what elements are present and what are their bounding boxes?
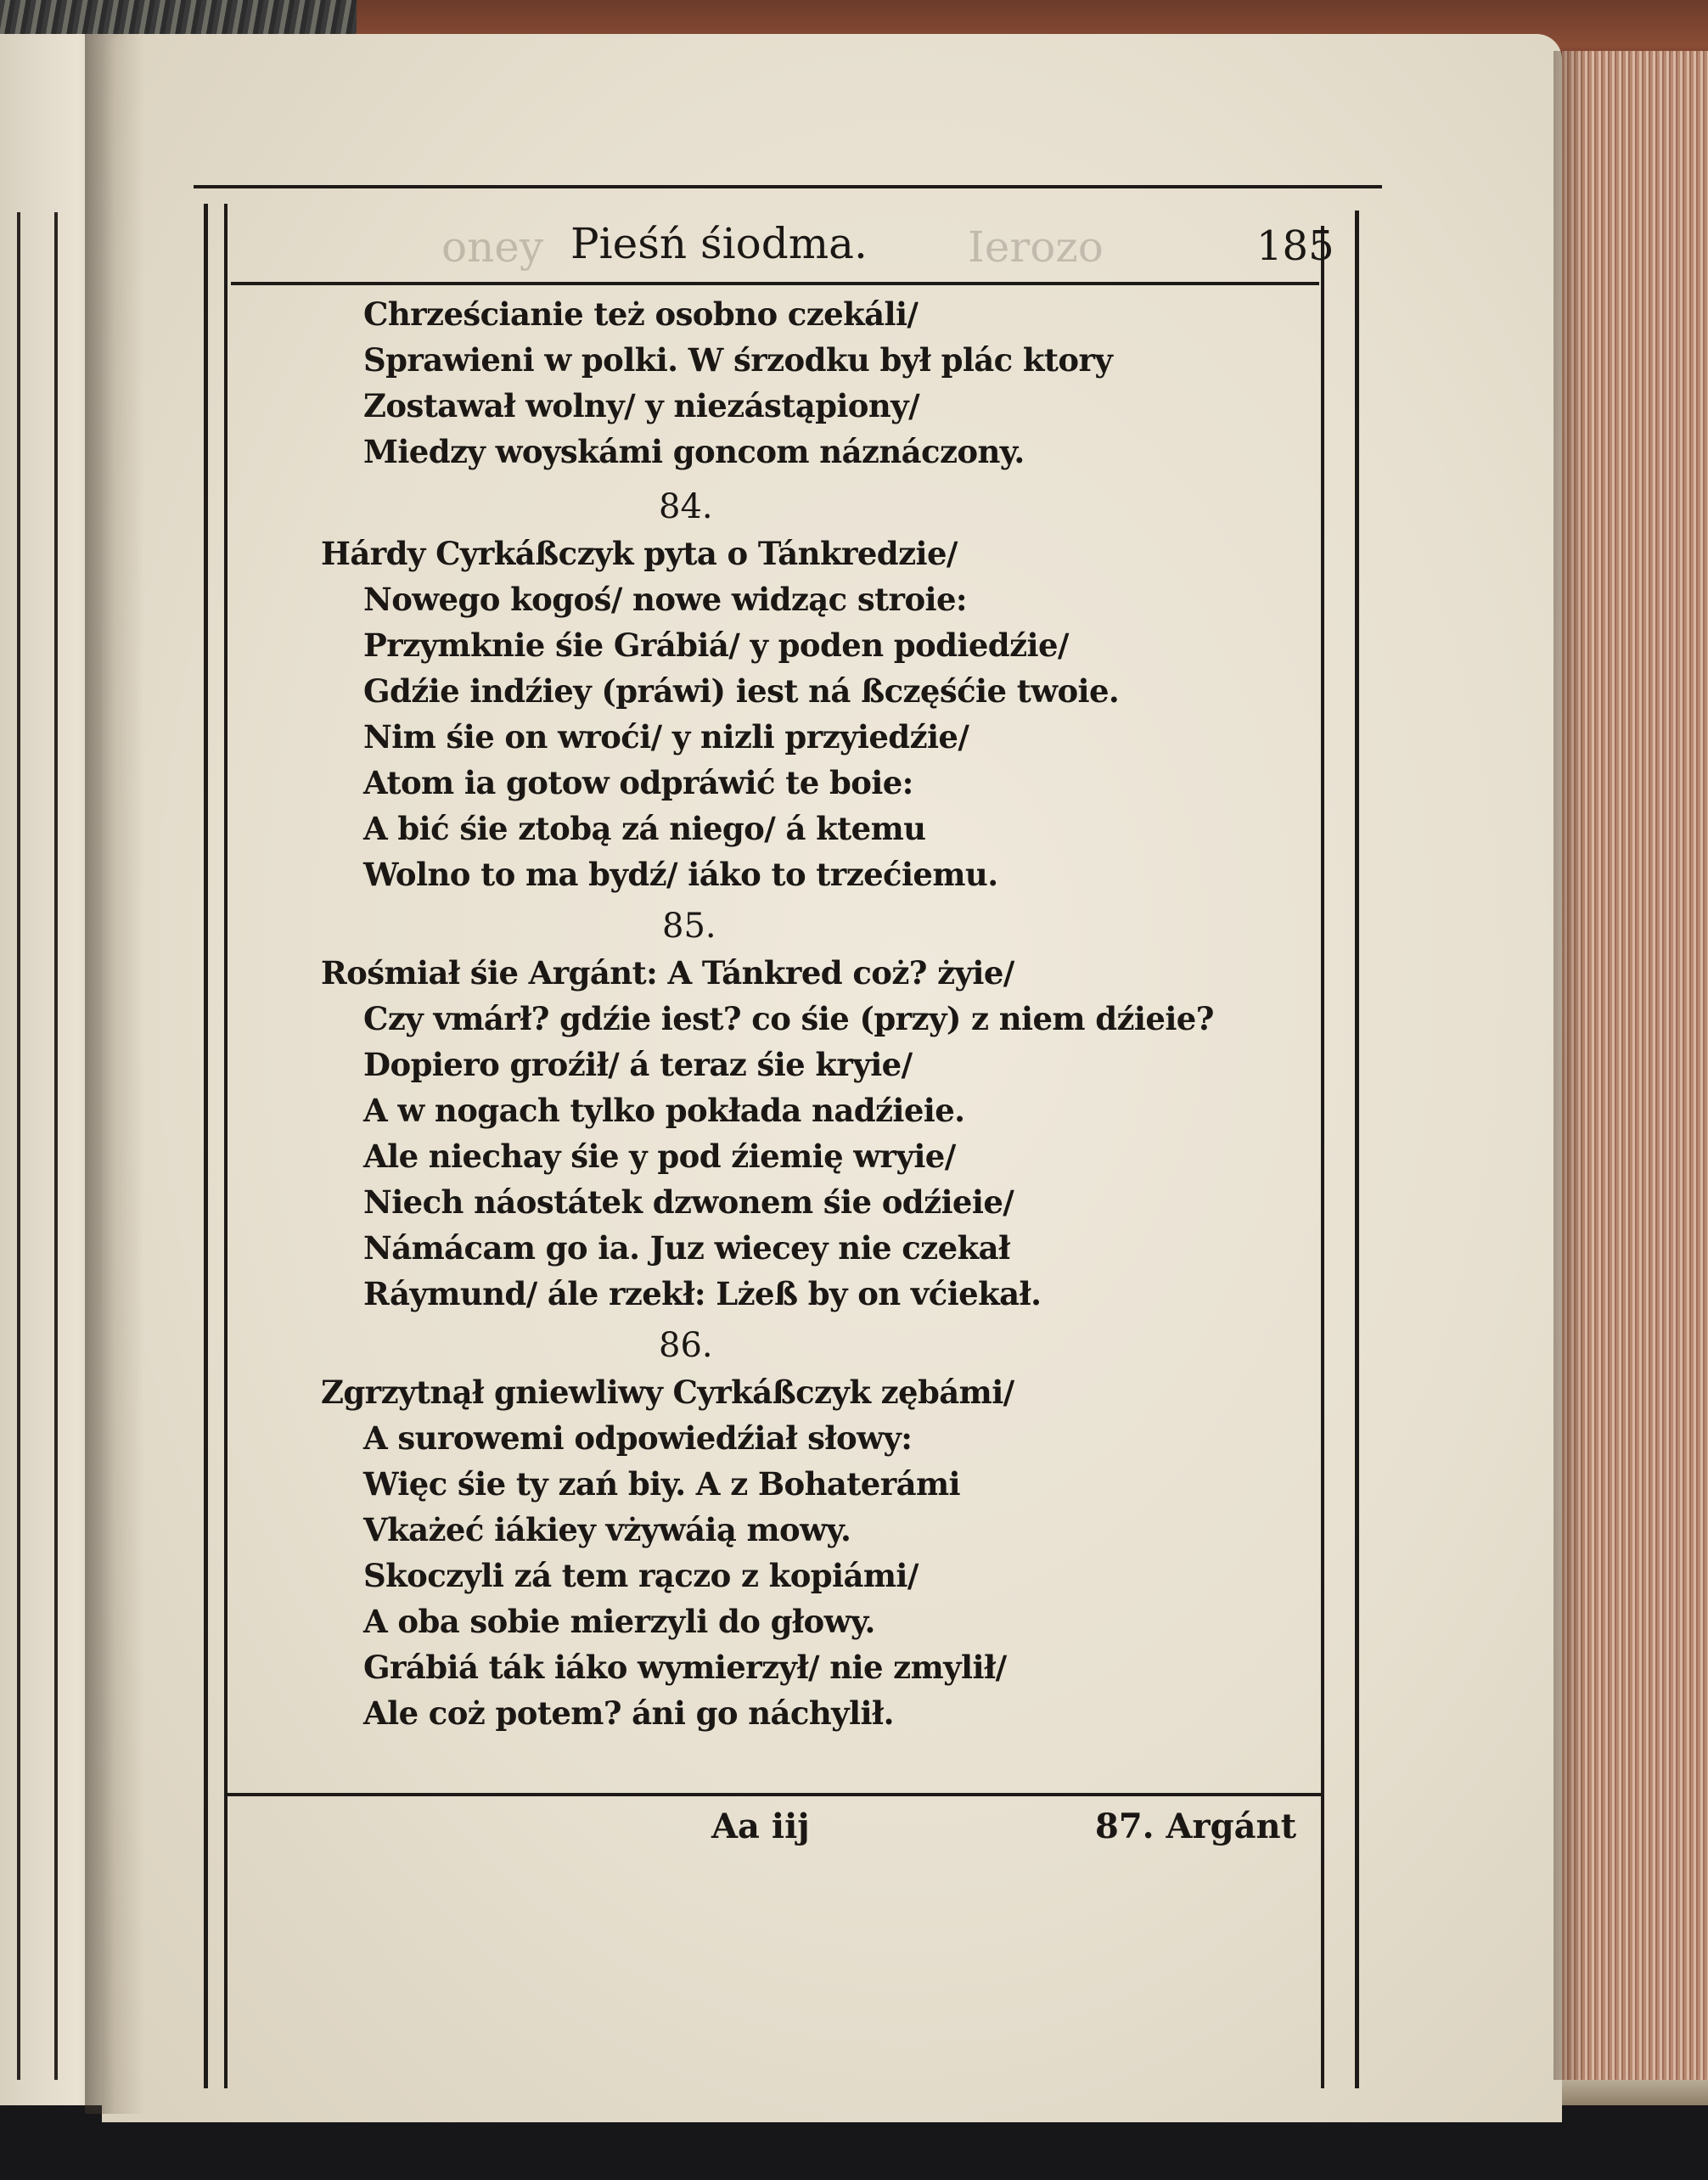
verse-line: Zostawał wolny/ y niezástąpiony/ — [363, 387, 919, 424]
verse-line: A w nogach tylko pokłada nadźieie. — [363, 1092, 965, 1129]
verse-line: A bić śie ztobą zá niego/ á ktemu — [363, 810, 926, 847]
catchword: 87. Argánt — [1095, 1806, 1297, 1846]
header-rule — [231, 282, 1319, 285]
verse-line: A oba sobie mierzyli do głowy. — [363, 1603, 875, 1640]
verse-line: Námácam go ia. Juz wiecey nie czekał — [363, 1229, 1010, 1267]
frame-top-rule — [194, 185, 1382, 188]
stanza-number: 86. — [659, 1326, 713, 1365]
verse-line: Ráymund/ ále rzekł: Lżeß by on vćiekał. — [363, 1275, 1042, 1312]
stanza-number: 84. — [659, 487, 713, 526]
verse-line: Skoczyli zá tem rączo z kopiámi/ — [363, 1557, 919, 1594]
verse-line: Sprawieni w polki. W śrzodku był plác ktory — [363, 341, 1113, 379]
verse-line: Vkażeć iákiey vżywáią mowy. — [363, 1511, 851, 1548]
verse-line: Zgrzytnął gniewliwy Cyrkáßczyk zębámi/ — [321, 1374, 1014, 1411]
verse-line: Ale coż potem? áni go náchylił. — [363, 1694, 894, 1732]
frame-right-inner-rule — [1321, 226, 1324, 2088]
left-page-rule — [54, 212, 58, 2080]
verse-line: Gdźie indźiey (práwi) iest ná ßczęśćie twoie. — [363, 672, 1120, 710]
frame-left-inner-rule — [224, 204, 228, 2088]
frame-right-outer-rule — [1355, 211, 1359, 2088]
show-through-ghost: Ierozo — [968, 222, 1104, 272]
stanza-number: 85. — [662, 907, 716, 946]
verse-line: Nowego kogoś/ nowe widząc stroie: — [363, 581, 967, 618]
verse-line: Wolno to ma bydź/ iáko to trzećiemu. — [363, 856, 998, 893]
verse-line: Przymknie śie Grábiá/ y poden podiedźie/ — [363, 626, 1069, 664]
verse-line: Chrześcianie też osobno czekáli/ — [363, 295, 919, 333]
frame-left-outer-rule — [204, 204, 208, 2088]
page-edges-shadow — [1553, 51, 1587, 2080]
verse-line: Rośmiał śie Argánt: A Tánkred coż? żyie/ — [321, 954, 1014, 992]
running-title: Pieśń śiodma. — [570, 219, 868, 268]
verse-line: Dopiero groźił/ á teraz śie kryie/ — [363, 1046, 913, 1083]
footer-rule — [224, 1793, 1324, 1796]
show-through-ghost: oney — [441, 222, 544, 272]
verse-line: Czy vmárł? gdźie iest? co śie (przy) z niem dźieie? — [363, 1000, 1214, 1037]
verse-line: Atom ia gotow odpráwić te boie: — [363, 764, 913, 801]
verse-line: Więc śie ty zań biy. A z Bohaterámi — [363, 1465, 961, 1503]
verse-line: Hárdy Cyrkáßczyk pyta o Tánkredzie/ — [321, 535, 958, 572]
verse-line: Miedzy woyskámi goncom náznáczony. — [363, 433, 1025, 470]
verse-line: Nim śie on wroći/ y nizli przyiedźie/ — [363, 718, 969, 756]
verse-line: A surowemi odpowiedźiał słowy: — [363, 1419, 913, 1457]
page-number: 185 — [1256, 222, 1334, 270]
book-gutter-shadow — [85, 34, 144, 2114]
left-page-rule — [17, 212, 20, 2080]
verse-line: Grábiá ták iáko wymierzył/ nie zmylił/ — [363, 1649, 1007, 1686]
verse-line: Ale niechay śie y pod źiemię wryie/ — [363, 1138, 956, 1175]
verse-line: Niech náostátek dzwonem śie odźieie/ — [363, 1183, 1014, 1221]
signature-mark: Aa iij — [711, 1806, 810, 1846]
